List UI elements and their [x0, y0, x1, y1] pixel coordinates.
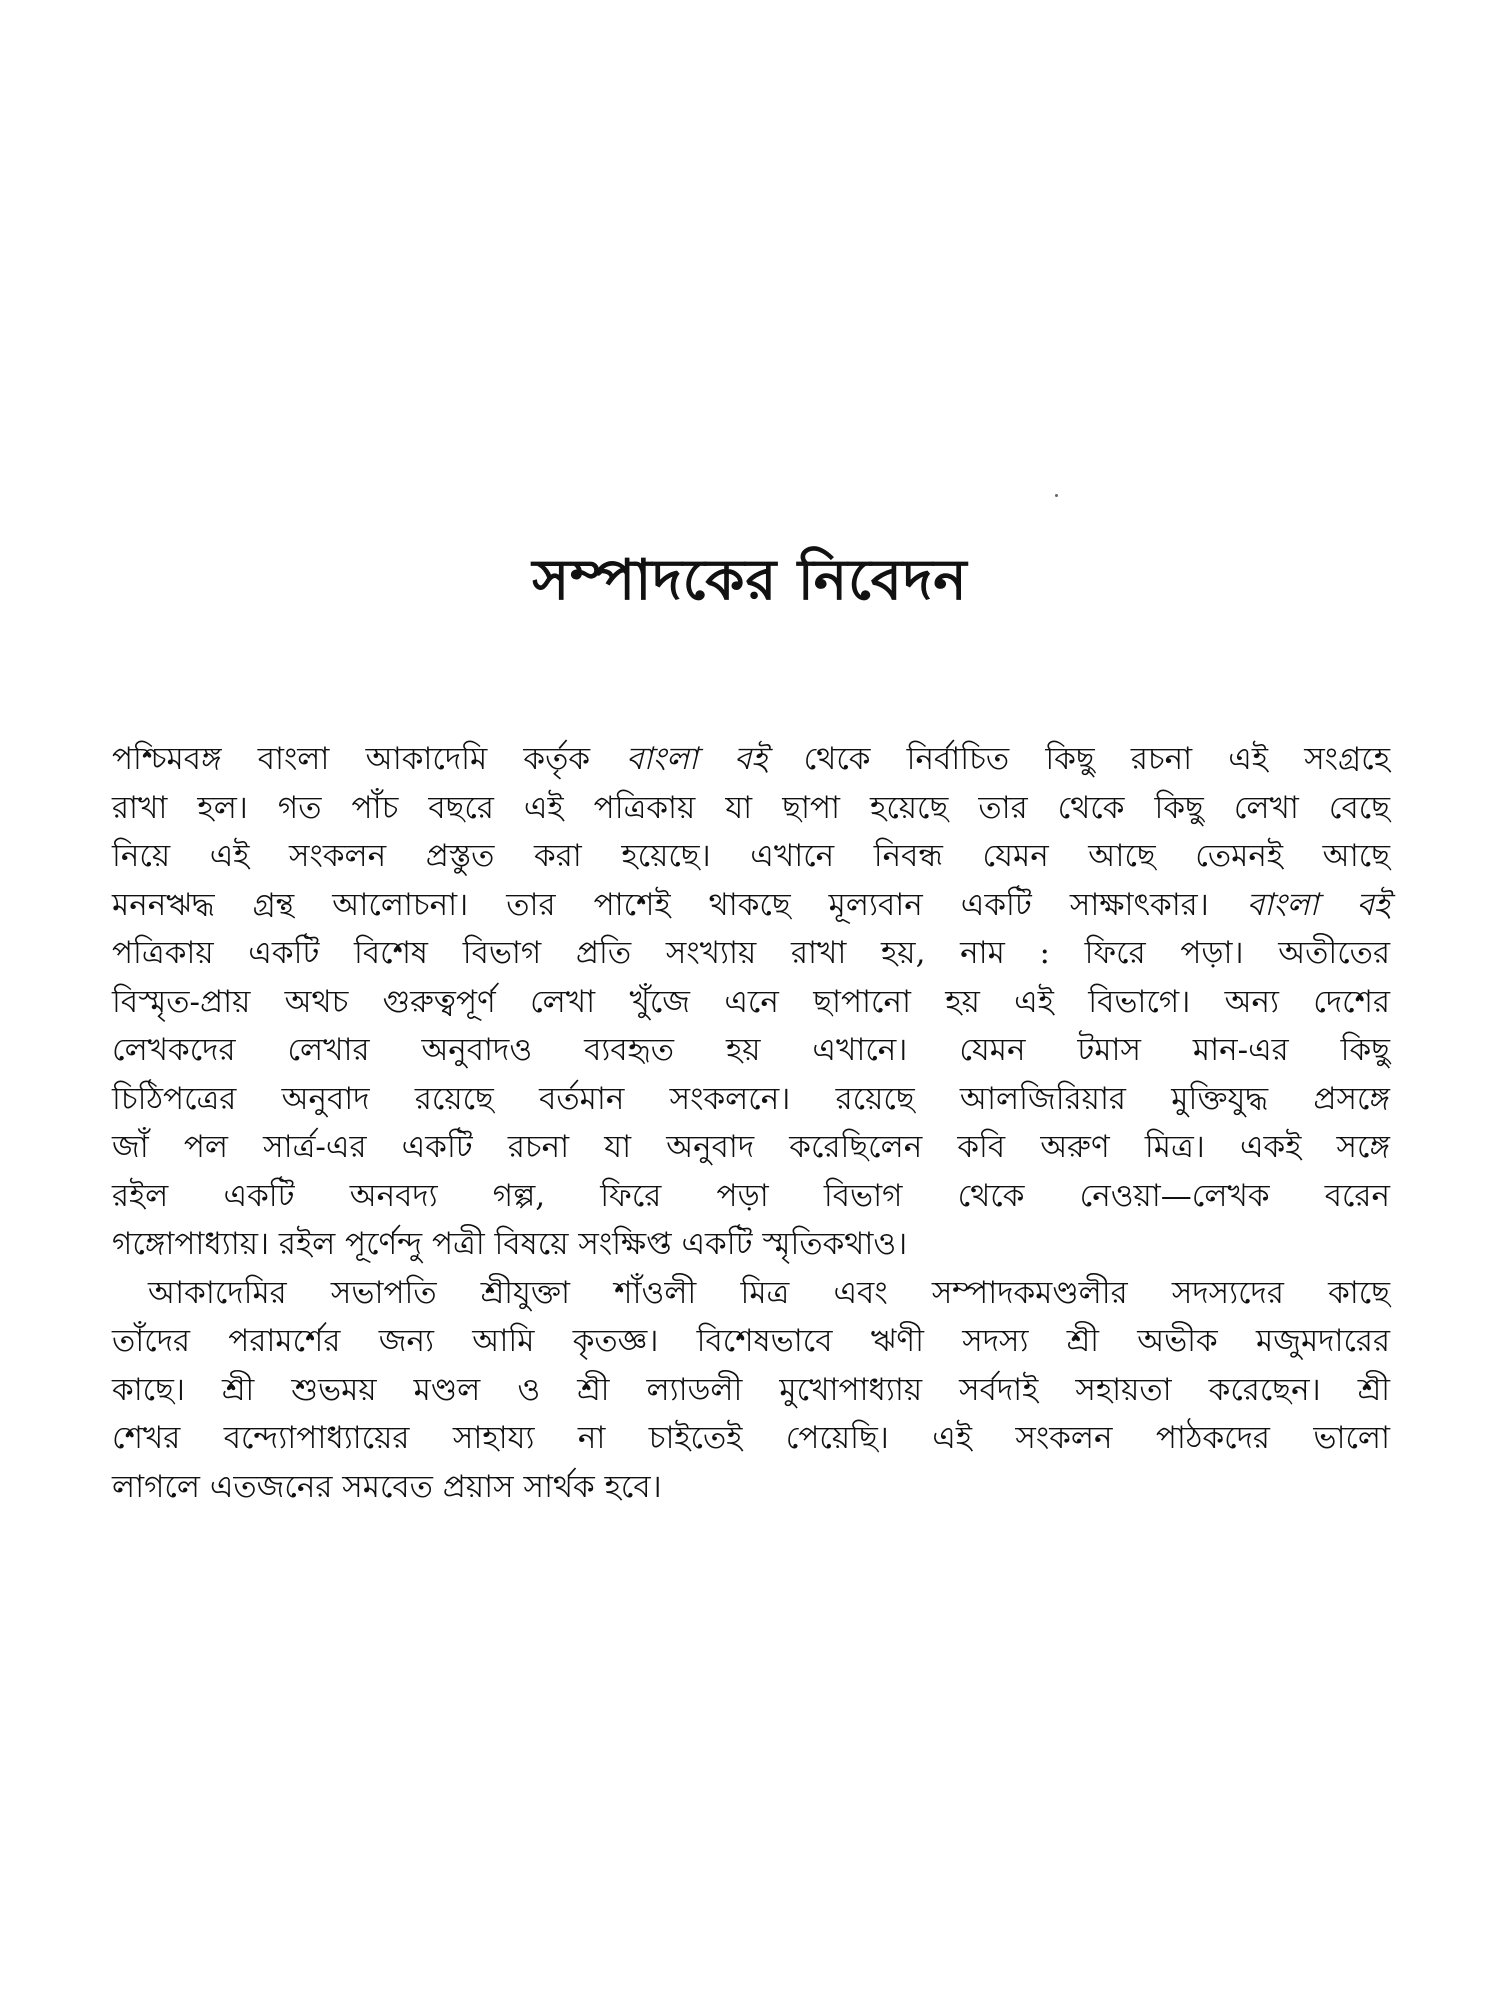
paragraph-2 — [112, 1269, 1390, 1512]
text-line — [112, 1269, 1390, 1318]
text-fragment: থেকে নির্বাচিত কিছু রচনা এই সংগ্রহে — [767, 741, 1390, 777]
text-fragment: কাছে। শ্রী শুভময় মণ্ডল ও শ্রী ল্যাডলী মুখোপাধ্যায় সর্বদাই সহায়তা করেছেন। শ্রী — [112, 1371, 1390, 1408]
body-text — [112, 735, 1390, 1511]
text-fragment: লাগলে এতজনের সমবেত প্রয়াস সার্থক হবে। — [112, 1468, 662, 1505]
text-line — [112, 1414, 1390, 1463]
text-line — [112, 1026, 1390, 1075]
italic-title: বাংলা বই — [626, 741, 768, 777]
text-line — [112, 832, 1390, 881]
text-line — [112, 929, 1390, 978]
page-title: সম্পাদকের নিবেদন — [532, 547, 968, 613]
text-line — [112, 881, 1390, 930]
text-fragment: রইল একটি অনবদ্য গল্প, ফিরে পড়া বিভাগ থেকে নেওয়া—লেখক বরেন — [112, 1177, 1390, 1214]
text-line — [112, 784, 1390, 833]
paragraph-1 — [112, 735, 1390, 1269]
text-fragment: পশ্চিমবঙ্গ বাংলা আকাদেমি কর্তৃক — [112, 741, 627, 777]
text-line — [112, 1123, 1390, 1172]
text-line — [112, 1366, 1390, 1415]
text-fragment: বিস্মৃত-প্রায় অথচ গুরুত্বপূর্ণ লেখা খুঁজে এনে ছাপানো হয় এই বিভাগে। অন্য দেশের — [112, 983, 1390, 1020]
text-fragment: রাখা হল। গত পাঁচ বছরে এই পত্রিকায় যা ছাপা হয়েছে তার থেকে কিছু লেখা বেছে — [112, 789, 1390, 826]
text-line — [112, 1220, 1390, 1269]
text-line — [112, 1172, 1390, 1221]
text-fragment: মননঋদ্ধ গ্রন্থ আলোচনা। তার পাশেই থাকছে মূল্যবান একটি সাক্ষাৎকার। — [112, 886, 1247, 923]
text-fragment: জাঁ পল সার্ত্র-এর একটি রচনা যা অনুবাদ করেছিলেন কবি অরুণ মিত্র। একই সঙ্গে — [112, 1129, 1390, 1165]
italic-title: বাংলা বই — [1246, 886, 1390, 923]
text-fragment: লেখকদের লেখার অনুবাদও ব্যবহৃত হয় এখানে। যেমন টমাস মান-এর কিছু — [112, 1032, 1390, 1068]
text-fragment: তাঁদের পরামর্শের জন্য আমি কৃতজ্ঞ। বিশেষভাবে ঋণী সদস্য শ্রী অভীক মজুমদারের — [112, 1323, 1390, 1359]
text-line — [112, 1463, 1390, 1512]
text-fragment: আকাদেমির সভাপতি শ্রীযুক্তা শাঁওলী মিত্র এবং সম্পাদকমণ্ডলীর সদস্যদের কাছে — [148, 1274, 1390, 1311]
text-fragment: পত্রিকায় একটি বিশেষ বিভাগ প্রতি সংখ্যায় রাখা হয়, নাম : ফিরে পড়া। অতীতের — [112, 935, 1390, 971]
text-fragment: শেখর বন্দ্যোপাধ্যায়ের সাহায্য না চাইতেই পেয়েছি। এই সংকলন পাঠকদের ভালো — [112, 1420, 1390, 1456]
print-speck — [1055, 494, 1058, 497]
text-fragment: চিঠিপত্রের অনুবাদ রয়েছে বর্তমান সংকলনে। রয়েছে আলজিরিয়ার মুক্তিযুদ্ধ প্রসঙ্গে — [112, 1080, 1390, 1117]
text-fragment: গঙ্গোপাধ্যায়। রইল পূর্ণেন্দু পত্রী বিষয়ে সংক্ষিপ্ত একটি স্মৃতিকথাও। — [112, 1226, 908, 1262]
text-line — [112, 1317, 1390, 1366]
text-line — [112, 735, 1390, 784]
text-line — [112, 978, 1390, 1027]
text-line — [112, 1075, 1390, 1124]
text-fragment: নিয়ে এই সংকলন প্রস্তুত করা হয়েছে। এখানে নিবন্ধ যেমন আছে তেমনই আছে — [112, 838, 1390, 874]
